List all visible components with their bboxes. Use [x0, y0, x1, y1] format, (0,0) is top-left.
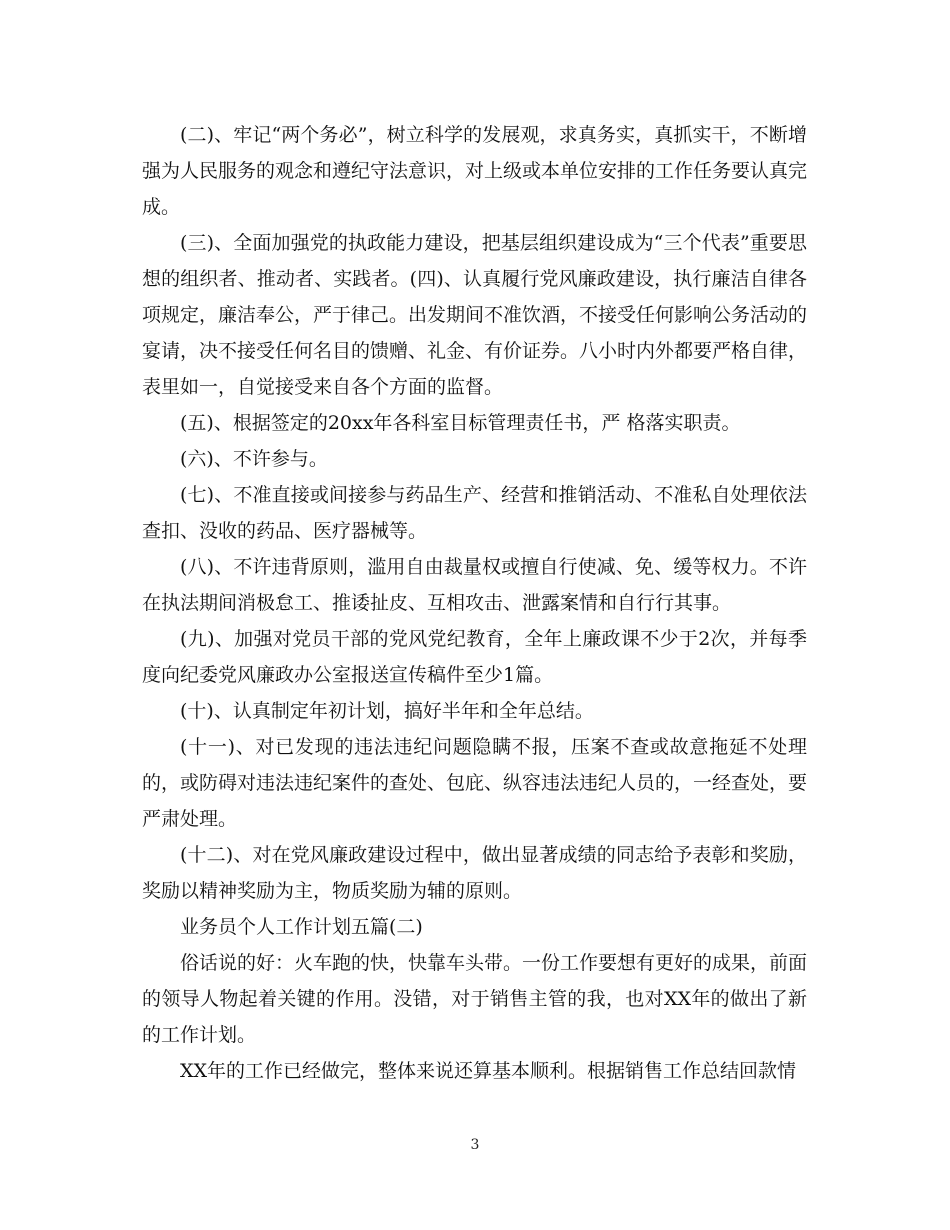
- paragraph-9: (九)、加强对党员干部的党风党纪教育，全年上廉政课不少于2次，并每季度向纪委党风廉政办公室报送宣传稿件至少1篇。: [142, 628, 807, 686]
- paragraph-6: (六)、不许参与。: [180, 448, 328, 470]
- paragraph-5: (五)、根据签定的20xx年各科室目标管理责任书，严 格落实职责。: [180, 412, 741, 434]
- section-heading: 业务员个人工作计划五篇(二): [180, 916, 423, 938]
- paragraph-11: (十一)、对已发现的违法违纪问题隐瞒不报，压案不查或故意拖延不处理的，或防碍对违法违纪案件的查处、包庇、纵容违法违纪人员的，一经查处，要严肃处理。: [142, 736, 808, 830]
- paragraph-7: (七)、不准直接或间接参与药品生产、经营和推销活动、不准私自处理依法查扣、没收的药品、医疗器械等。: [142, 484, 807, 542]
- paragraph-2: (二)、牢记“两个务必”，树立科学的发展观，求真务实，真抓实干，不断增强为人民服务的观念和遵纪守法意识，对上级或本单位安排的工作任务要认真完成。: [142, 124, 808, 218]
- paragraph-3-4: (三)、全面加强党的执政能力建设，把基层组织建设成为“三个代表”重要思想的组织者、推动者、实践者。(四)、认真履行党风廉政建设，执行廉洁自律各项规定，廉洁奉公，严于律己。出发期间不准饮酒，不接受任何影响公务活动的宴请，决不接受任何名目的馈赠、礼金、有价证券。八小时内外都要严格自律，表里如一，自觉接受来自各个方面的监督。: [142, 232, 808, 398]
- paragraph-10: (十)、认真制定年初计划，搞好半年和全年总结。: [180, 700, 594, 722]
- paragraph-8: (八)、不许违背原则，滥用自由裁量权或擅自行使减、免、缓等权力。不许在执法期间消极怠工、推诿扯皮、互相攻击、泄露案情和自行行其事。: [142, 556, 807, 614]
- paragraph-12: (十二)、对在党风廉政建设过程中，做出显著成绩的同志给予表彰和奖励，奖励以精神奖励为主，物质奖励为辅的原则。: [142, 844, 807, 902]
- paragraph-summary: XX年的工作已经做完，整体来说还算基本顺利。根据销售工作总结回款情: [180, 1060, 797, 1082]
- page-number: 3: [470, 1137, 480, 1153]
- paragraph-intro: 俗话说的好：火车跑的快，快靠车头带。一份工作要想有更好的成果，前面的领导人物起着关键的作用。没错，对于销售主管的我，也对XX年的做出了新的工作计划。: [142, 952, 808, 1046]
- document-body: [142, 117, 807, 1089]
